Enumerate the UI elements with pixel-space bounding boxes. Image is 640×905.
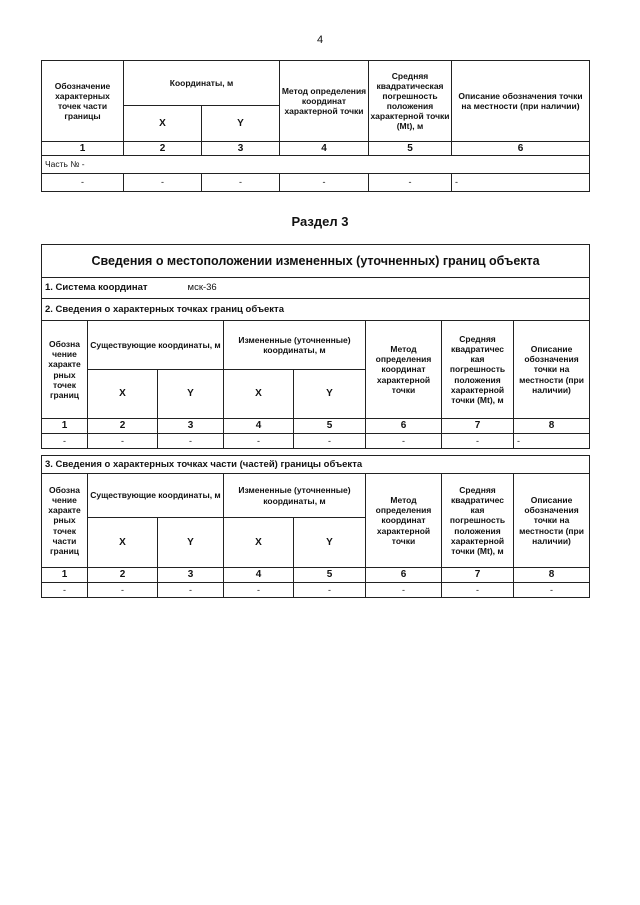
header-coordinates: Координаты, м (124, 61, 280, 106)
table-cell: - (442, 583, 514, 598)
table-cell: - (158, 583, 224, 598)
section3-table (41, 244, 590, 598)
header-error: Средняя квадратичес кая погрешность положения характерной точки (Mt), м (442, 474, 514, 568)
column-number: 3 (158, 568, 224, 583)
header-changed-coords: Измененные (уточненные) координаты, м (224, 474, 366, 518)
header-y: Y (158, 370, 224, 419)
column-number: 3 (202, 142, 280, 156)
header-y: Y (294, 370, 366, 419)
table-cell: - (294, 434, 366, 449)
coordinate-system (42, 278, 590, 299)
row-gap (42, 449, 590, 456)
table-cell: - (369, 174, 452, 192)
section3-title: Сведения о местоположении измененных (уточненных) границ объекта (42, 245, 590, 278)
table-cell: - (42, 583, 88, 598)
column-number: 1 (42, 142, 124, 156)
table-cell: - (366, 583, 442, 598)
column-number: 4 (224, 568, 294, 583)
header-error: Средняя квадратическая погрешность положения характерной точки (Mt), м (369, 61, 452, 142)
header-method: Метод определения координат характерной точки (366, 474, 442, 568)
column-number: 8 (514, 568, 590, 583)
header-existing-coords: Существующие координаты, м (88, 321, 224, 370)
table-row (42, 174, 590, 192)
table-cell: - (452, 174, 590, 192)
header-changed-coords: Измененные (уточненные) координаты, м (224, 321, 366, 370)
column-number: 1 (42, 419, 88, 434)
table-cell: - (158, 434, 224, 449)
table-cell: - (224, 583, 294, 598)
header-existing-coords: Существующие координаты, м (88, 474, 224, 518)
column-number: 8 (514, 419, 590, 434)
table-cell: - (294, 583, 366, 598)
table-cell: - (42, 174, 124, 192)
column-number: 2 (124, 142, 202, 156)
part-boundary-table (41, 60, 590, 192)
header-x: X (224, 518, 294, 568)
header-x: X (88, 370, 158, 419)
table-row (42, 434, 590, 449)
column-number: 6 (366, 419, 442, 434)
table-cell: - (124, 174, 202, 192)
header-method: Метод определения координат характерной точки (366, 321, 442, 419)
header-method: Метод определения координат характерной точки (280, 61, 369, 142)
header-y: Y (158, 518, 224, 568)
header-description: Описание обозначения точки на местности (при наличии) (514, 321, 590, 419)
column-number: 4 (280, 142, 369, 156)
header-error: Средняя квадратичес кая погрешность положения характерной точки (Mt), м (442, 321, 514, 419)
header-description: Описание обозначения точки на местности (при наличии) (514, 474, 590, 568)
table-cell: - (442, 434, 514, 449)
table-cell: - (202, 174, 280, 192)
table-cell: - (280, 174, 369, 192)
subsection-2-title: 2. Сведения о характерных точках границ объекта (42, 299, 590, 321)
header-x: X (224, 370, 294, 419)
table-cell: - (88, 434, 158, 449)
header-designation: Обозна чение характе рных точек границ (42, 321, 88, 419)
column-number: 1 (42, 568, 88, 583)
table-cell: - (514, 583, 590, 598)
column-number-row (42, 142, 590, 156)
column-number: 4 (224, 419, 294, 434)
table-cell: - (514, 434, 590, 449)
column-number: 5 (294, 568, 366, 583)
column-number: 6 (366, 568, 442, 583)
table-cell: - (366, 434, 442, 449)
gap-cell (42, 449, 590, 456)
page-number: 4 (316, 34, 324, 46)
header-y: Y (294, 518, 366, 568)
column-number-row (42, 568, 590, 583)
column-number: 7 (442, 419, 514, 434)
header-x: X (124, 106, 202, 142)
column-number: 6 (452, 142, 590, 156)
section-heading: Раздел 3 (291, 214, 349, 229)
table-cell: - (224, 434, 294, 449)
table-row (42, 583, 590, 598)
column-number: 7 (442, 568, 514, 583)
header-description: Описание обозначения точки на местности (при наличии) (452, 61, 590, 142)
table-cell: - (42, 434, 88, 449)
column-number: 3 (158, 419, 224, 434)
table-cell: - (88, 583, 158, 598)
header-x: X (88, 518, 158, 568)
column-number-row (42, 419, 590, 434)
column-number: 5 (369, 142, 452, 156)
coordinate-system-label: 1. Система координат (45, 282, 148, 294)
subsection-3-title: 3. Сведения о характерных точках части (частей) границы объекта (42, 456, 590, 474)
part-label: Часть № - (42, 156, 590, 174)
column-number: 2 (88, 419, 158, 434)
header-designation: Обозна чение характе рных точек части границ (42, 474, 88, 568)
header-designation: Обозначение характерных точек части границы (42, 61, 124, 142)
column-number: 5 (294, 419, 366, 434)
header-y: Y (202, 106, 280, 142)
coordinate-system-value: мск-36 (187, 282, 217, 294)
column-number: 2 (88, 568, 158, 583)
